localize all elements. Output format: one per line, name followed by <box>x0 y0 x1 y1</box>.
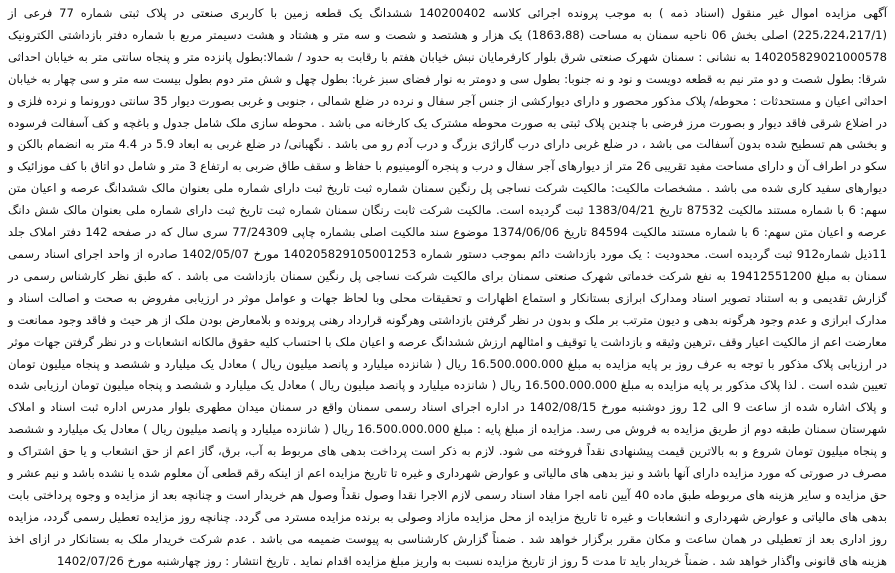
auction-notice-text: آگهی مزایده اموال غیر منقول (اسناد ذمه ) به موجب پرونده اجرائی کلاسه 140200402 ششدانگ یک قطعه زمین با کاربری صنعتی در پلاک ثبتی شماره 77 فرعی از (225،224،217/1) اصلی بخش 06 ناحیه سمنان به مساحت (1863،88) یک هزار و هشتصد و شصت و سه متر و هشتاد و هشت دسیمتر مربع با شماره دفتر بازداشتی الکترونیک 140205829021000578 به نشانی : سمنان شهرک صنعتی شرق بلوار کارفرمایان نبش خیابان هفتم با رقابت به حدود / شمالا:بطول پانزده متر و پنجاه سانتی متر به خیابان احداثی شرقا: بطول شصت و دو متر نیم به قطعه دویست و نود و نه جنوبا: بطول سی و دومتر به نوار فضای سبز غربا: بطول چهل و شش متر دوم بطول بیست سه متر و سی چهار به خیابان احداثی اعیان و مستحدثات : محوطه/ پلاک مذکور محصور و دارای دیوارکشی از جنس آجر سفال و نرده در ضلع شمالی ، جنوبی و غربی بصورت دیوار 35 سانتی دورونما و نرده فلزی و در اضلاع شرقی فاقد دیوار و بصورت مرز فرضی با چندین پلاک ثبتی به صورت محوطه مشترک یک کارخانه می باشد . محوطه سازی ملک شامل جدول و باغچه و کف آسفالت فرسوده و بخشی هم تسطیح شده بدون آسفالت می باشد ، در ضلع غربی دارای درب گاراژی بزرگ و درب آدم رو می باشد . نگهبانی/ در ضلع غربی به ابعاد 5.9 در 4.4 متر به انضمام بالکن و سکو در اطراف آن و دارای مساحت مفید تقریبی 26 متر از دیوارهای آجر سفال و درب و پنجره آلومینیوم با حفاظ و سقف طاق ضربی به ارتفاع 3 متر و شامل دو اتاق با کف موزائیک و دیوارهای سفید کاری شده می باشد . مشخصات مالکیت: مالکیت شرکت نساجی پل رنگین سمنان شماره ثبت تاریخ ثبت دارای شماره ملی بعنوان مالک ششدانگ عرصه و اعیان متن سهم: 6 با شماره مستند مالکیت 87532 تاریخ 1383/04/21 ثبت گردیده است. مالکیت شرکت ثابت رنگان سمنان شماره ثبت تاریخ ثبت دارای شماره ملی بعنوان مالک شش دانگ عرصه و اعیان متن سهم: 6 با شماره مستند مالکیت 84594 تاریخ 1374/06/06 موضوع سند مالکیت اصلی بشماره چاپی 77/24309 سری سال که در صفحه 142 دفتر املاک جلد 11ذیل شماره912 ثبت گردیده است. محدودیت : یک مورد بازداشت دائم بموجب دستور شماره 140205829105001253 مورخ 1402/05/07 صادره از واحد اجرای اسناد رسمی سمنان به مبلغ 19412551200 به نفع شرکت خدماتی شهرک صنعتی سمنان برای مالکیت شرکت نساجی پل رنگین سمنان بازداشت می باشد . که طبق نظر کارشناس رسمی در گزارش تقدیمی و به استناد تصویر اسناد ومدارک ابرازی بستانکار و استماع اظهارات و تحقیقات محلی وبا لحاظ جهات و عوامل موثر در ارزیابی مفروض به صحت و اصالت اسناد و مدارک ابرازی و عدم وجود هرگونه بدهی و دیون مترتب بر ملک و بدون در نظر گرفتن بازداشتی وهرگونه قرارداد رهنی پرونده و بلامعارض بودن ملک از هر حیث و فاقد وجود ممانعت و معارضت اعم از مالکیت اعیار وقف ،ترهین وثیقه و بازداشت یا توقیف و امثالهم ارزش ششدانگ عرصه و اعیان ملک با احتساب کلیه حقوق مالکانه انشعابات و در نظر گرفتن جهات موثر در ارزیابی پلاک مذکور با توجه به عرف روز بر پایه مزایده به مبلغ 16.500.000.000 ریال ( شانزده میلیارد و پانصد میلیون ریال ) معادل یک میلیارد و ششصد و پنجاه میلیون تومان تعیین شده است . لذا پلاک مذکور بر پایه مزایده به مبلغ 16.500.000.000 ریال ( شانزده میلیارد و پانصد میلیون ریال ) معادل یک میلیارد و ششصد و پنجاه میلیون تومان ارزیابی شده و پلاک اشاره شده از ساعت 9 الی 12 روز دوشنبه مورخ 1402/08/15 در اداره اجرای اسناد رسمی سمنان واقع در سمنان میدان مطهری بلوار مدرس اداره ثبت اسناد و املاک شهرستان سمنان طبقه دوم از طریق مزایده به فروش می رسد. مزایده از مبلغ پایه : مبلغ 16.500.000.000 ریال ( شانزده میلیارد و پانصد میلیون ریال ) معادل یک میلیارد و ششصد و پنجاه میلیون تومان شروع و به بالاترین قیمت پیشنهادی نقداً فروخته می شود. لازم به ذکر است پرداخت بدهی های مربوط به آب، برق، گاز اعم از حق انشعاب و یا حق اشتراک و مصرف در صورتی که مورد مزایده دارای آنها باشد و نیز بدهی های مالیاتی و عوارض شهرداری و غیره تا تاریخ مزایده اعم از اینکه رقم قطعی آن معلوم شده یا نشده باشد و نیم عشر و حق مزایده و سایر هزینه های مربوطه طبق ماده 40 آیین نامه اجرا مفاد اسناد رسمی لازم الاجرا نقدا وصول نقداً وصول هم خریدار است و چنانچه بعد از مزایده و وجوه پرداختی بابت بدهی های مالیاتی و عوارض شهرداری و انشعابات و غیره تا تاریخ مزایده از محل مزایده مازاد وصولی به برنده مزایده مسترد می گردد. چنانچه روز مزایده تعطیل رسمی گردد، مزایده روز اداری بعد از تعطیلی در همان ساعت و مکان مقرر برگزار خواهد شد . ضمناً گزارش کارشناسی به پیوست ضمیمه می باشد . عدم شرکت خریدار ملک به بستانکار در ازای اخذ هزینه های قانونی واگذار خواهد شد . ضمناً خریدار باید تا مدت 5 روز از تاریخ مزایده نسبت به واریز مبلغ مزایده اقدام نماید . تاریخ انتشار : روز چهارشنبه مورخ 1402/07/26 <box>8 6 888 568</box>
